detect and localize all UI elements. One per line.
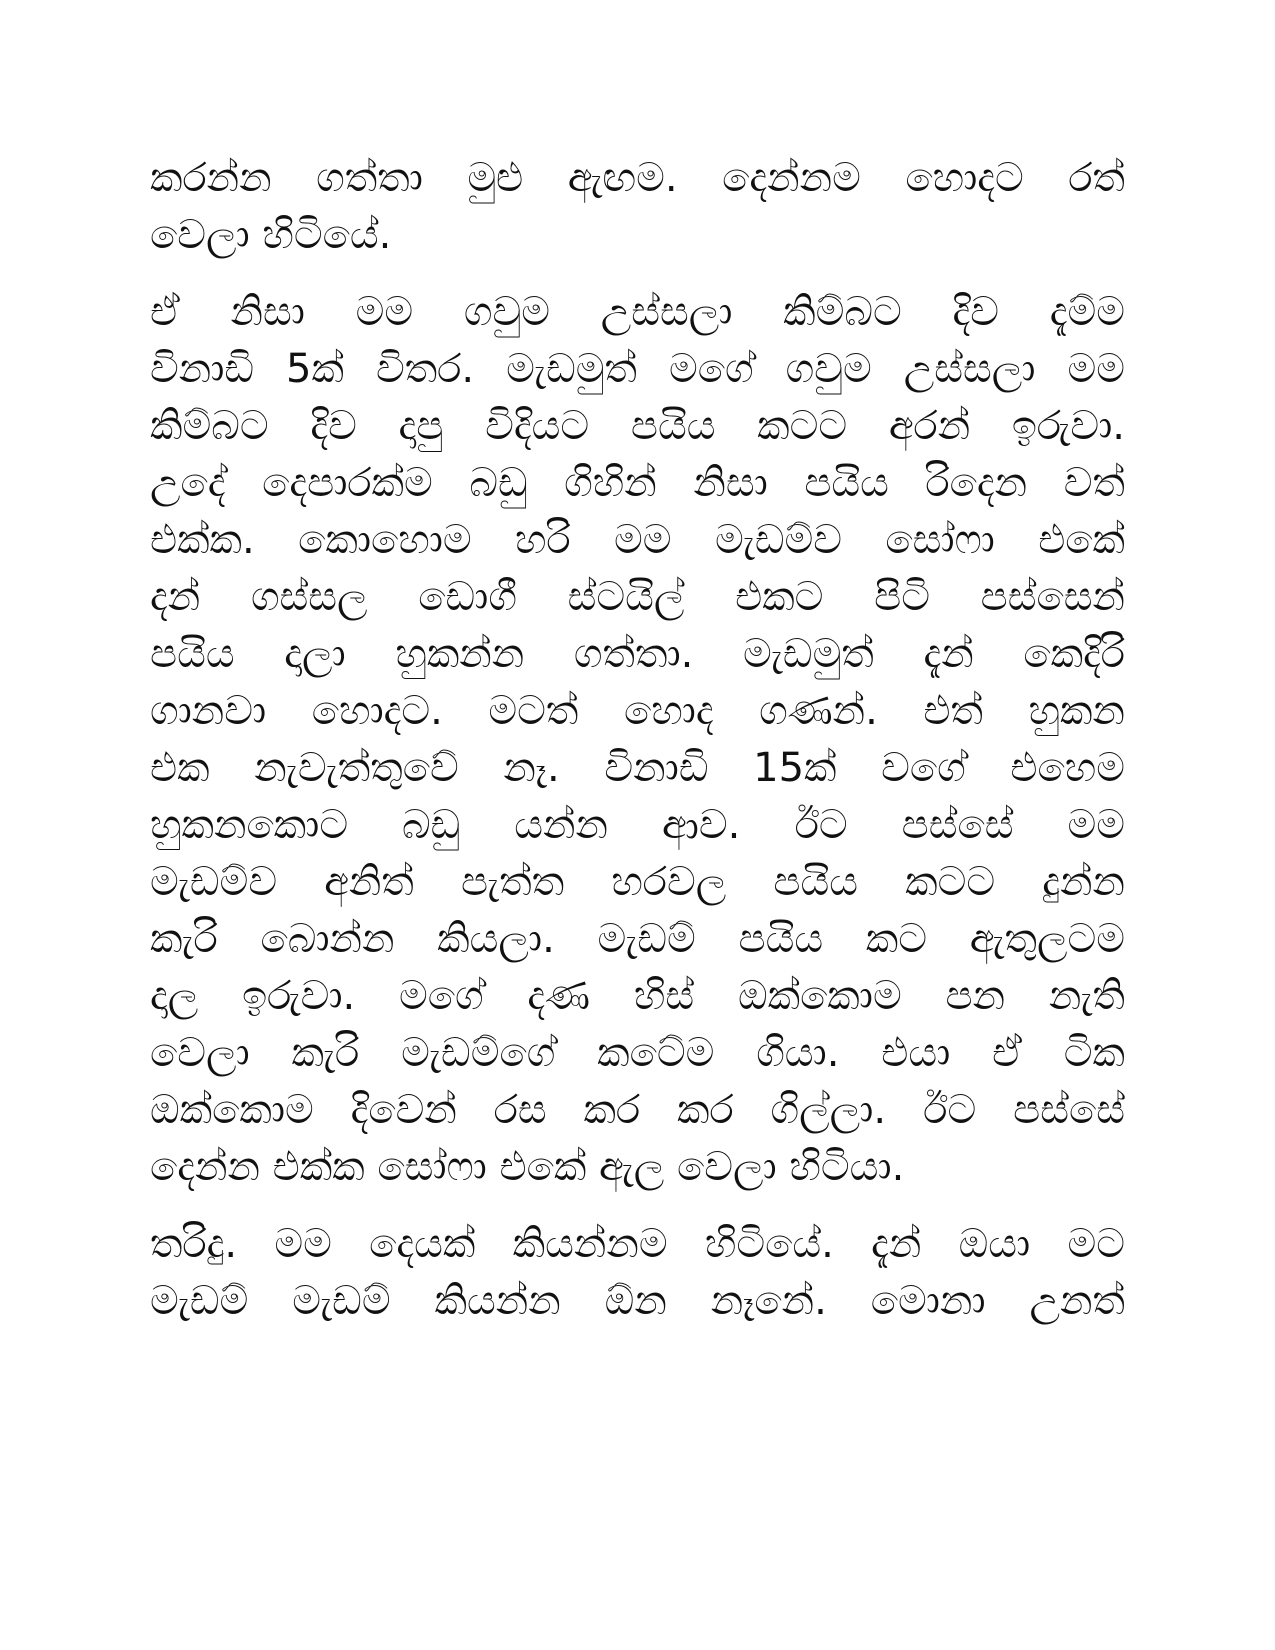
paragraph-3 — [150, 1216, 1125, 1330]
text-line: ඔක්කොම දිවෙන් රස කර කර ගිල්ලා. ඊට පස්සේ — [150, 1087, 1125, 1133]
text-line: කිම්බට දිව දාපු විදියට පයිය කටට අරන් ඉරුවා. — [150, 403, 1125, 449]
text-line: වෙලා හිටියේ. — [150, 212, 392, 258]
text-line: ඒ නිසා මම ගවුම උස්සලා කිම්බට දිව දැම්ම — [150, 289, 1125, 335]
text-line: තරිදු. මම දෙයක් කියන්නම හිටියේ. දැන් ඔයා මට — [150, 1221, 1125, 1267]
text-line: උදේ දෙපාරක්ම බඩු ගිහින් නිසා පයිය රිදෙන වත් — [150, 460, 1125, 506]
text-line: හුකනකොට බඩු යන්න ආව. ඊට පස්සේ මම — [150, 802, 1125, 848]
text-line: දන් ගස්සල ඩොගී ස්ටයිල් එකට පිටි පස්සෙන් — [150, 574, 1125, 620]
paragraph-2 — [150, 284, 1125, 1196]
text-line: එක නැවැත්තුවේ නෑ. විනාඩි 15ක් වගේ එහෙම — [150, 745, 1125, 791]
text-line: මැඩම්ව අනිත් පැත්ත හරවල පයිය කටට දුන්න — [150, 859, 1125, 905]
text-line: කරන්න ගත්තා මුළු ඇඟම. දෙන්නම හොදට රත් — [150, 155, 1125, 201]
text-line: වෙලා කැරි මැඩම්ගේ කටේම ගියා. එයා ඒ ටික — [150, 1030, 1125, 1076]
text-line: ගානවා හොදට. මටත් හොද ගණන්. එත් හුකන — [150, 688, 1125, 734]
text-line: කැරි බොන්න කියලා. මැඩම් පයිය කට ඇතුලටම — [150, 916, 1125, 962]
text-line: දාල ඉරුවා. මගේ දණ හිස් ඔක්කොම පන නැති — [150, 973, 1125, 1019]
text-line: පයිය දාලා හුකන්න ගත්තා. මැඩමුත් දැන් කෙදිරි — [150, 631, 1125, 677]
text-line: විනාඩි 5ක් විතර. මැඩමුත් මගේ ගවුම උස්සලා මම — [150, 346, 1125, 392]
text-line: එක්ක. කොහොම හරි මම මැඩම්ව සෝෆා එකේ — [150, 517, 1125, 563]
paragraph-1 — [150, 150, 1125, 264]
document-body — [150, 150, 1125, 1350]
text-line: දෙන්න එක්ක සෝෆා එකේ ඇල වෙලා හිටියා. — [150, 1144, 905, 1190]
text-line: මැඩම් මැඩම් කියන්න ඕන නෑනේ. මොනා උනත් — [150, 1278, 1125, 1324]
